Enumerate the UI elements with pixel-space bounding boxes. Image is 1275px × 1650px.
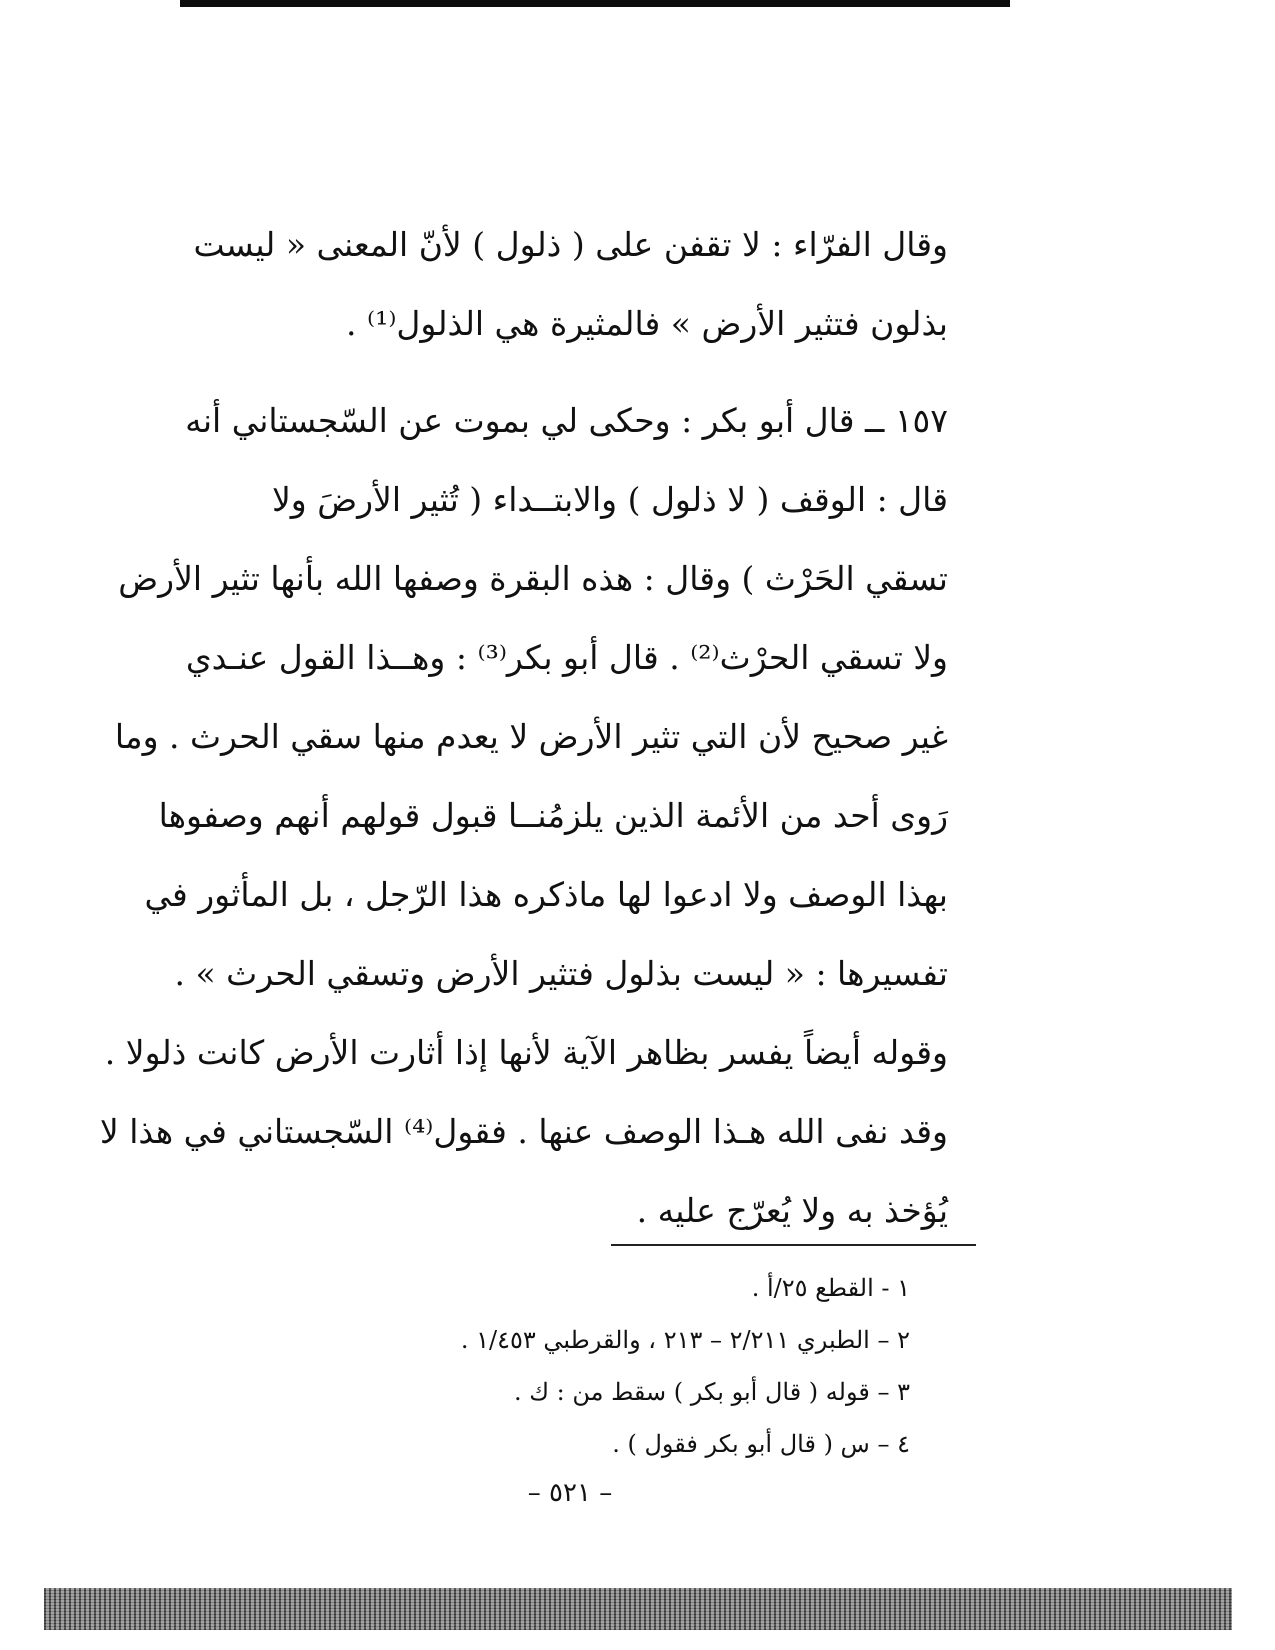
footnote: ٤ – س ( قال أبو بكر فقول ) . [612,1430,910,1458]
text-line: بذلون فتثير الأرض » فالمثيرة هي الذلول⁽¹⁾ . [346,304,948,343]
text-line: وقد نفى الله هـذا الوصف عنها . فقول⁽⁴⁾ السّجستاني في هذا لا [99,1112,948,1151]
text-line: يُؤخذ به ولا يُعرّج عليه . [636,1191,948,1230]
text-line: وقال الفرّاء : لا تقفن على ( ذلول ) لأنّ المعنى « ليست [193,225,948,264]
text-line: تسقي الحَرْث ) وقال : هذه البقرة وصفها الله بأنها تثير الأرض [118,559,948,598]
footnote-separator [611,1244,976,1246]
scan-bottom-band [44,1588,1232,1630]
text-line: قال : الوقف ( لا ذلول ) والابتــداء ( تُثير الأرضَ ولا [271,480,948,519]
text-line: ١٥٧ ــ قال أبو بكر : وحكى لي بموت عن السّجستاني أنه [185,401,948,440]
footnote: ٢ – الطبري ٢/٢١١ – ٢١٣ ، والقرطبي ١/٤٥٣ . [460,1326,910,1354]
top-border-rule [180,0,1010,7]
text-line: تفسيرها : « ليست بذلول فتثير الأرض وتسقي الحرث » . [174,954,948,993]
paragraph-gap [176,363,948,381]
footnote: ١ - القطع ٢٥/أ . [751,1274,910,1302]
text-line: ولا تسقي الحرْث⁽²⁾ . قال أبو بكر⁽³⁾ : وهــذا القول عنـدي [185,638,948,677]
footnote: ٣ – قوله ( قال أبو بكر ) سقط من : ك . [513,1378,910,1406]
footnotes [380,1262,910,1470]
text-line: وقوله أيضاً يفسر بظاهر الآية لأنها إذا أثارت الأرض كانت ذلولا . [104,1033,948,1072]
text-line: رَوى أحد من الأئمة الذين يلزمُنــا قبول قولهم أنهم وصفوها [158,796,948,835]
text-line: بهذا الوصف ولا ادعوا لها ماذكره هذا الرّجل ، بل المأثور في [144,875,948,914]
page-number: – ٥٢١ – [527,1478,613,1508]
text-line: غير صحيح لأن التي تثير الأرض لا يعدم منها سقي الحرث . وما [114,717,948,756]
main-text [99,205,948,1250]
